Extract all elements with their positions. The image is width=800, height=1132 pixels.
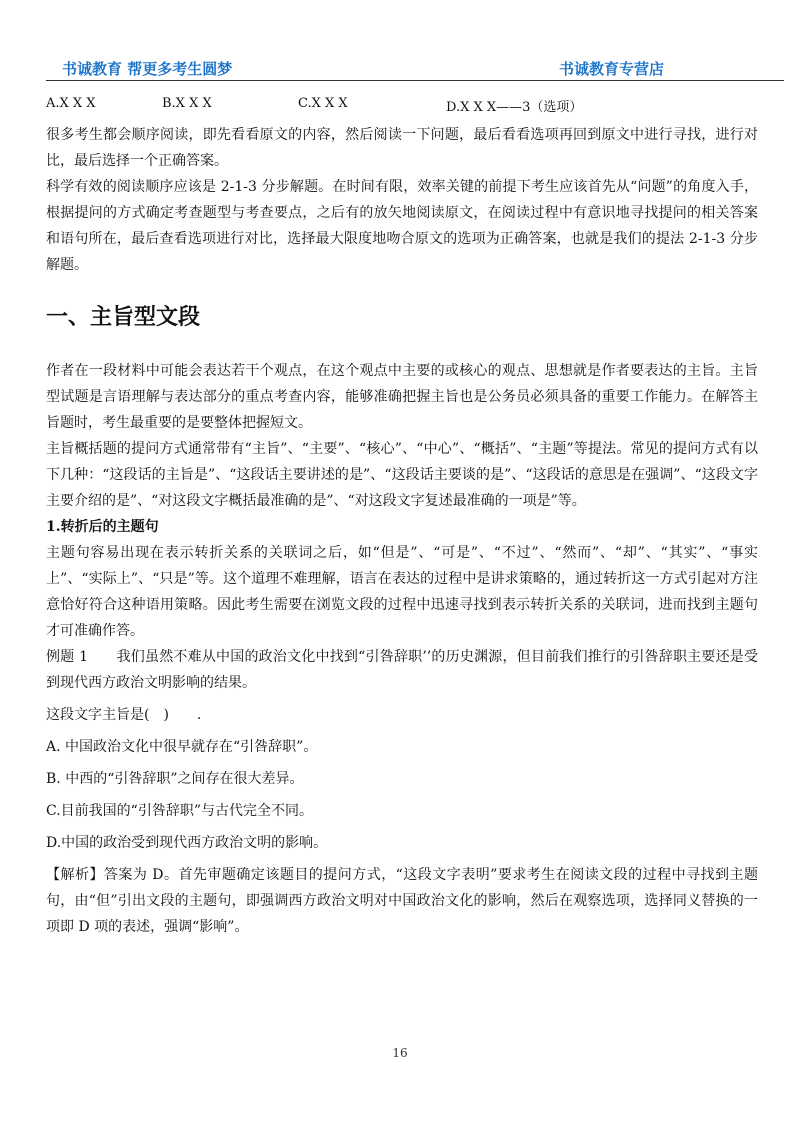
paragraph-theme-definition: 作者在一段材料中可能会表达若干个观点，在这个观点中主要的或核心的观点、思想就是作者要表达的主旨。主旨型试题是言语理解与表达部分的重点考查内容，能够准确把握主旨也是公务员必须具备的重要工作能力。在解答主旨题时，考生最重要的是要整体把握短文。 bbox=[46, 363, 758, 431]
example-question-stem: 例题 1 我们虽然不难从中国的政治文化中找到“引咎辞职’’的历史渊源，但目前我们推行的引咎辞职主要还是受到现代西方政治文明影响的结果。 bbox=[46, 649, 758, 691]
header-brand-slogan: 书诚教育 帮更多考生圆梦 bbox=[62, 60, 233, 78]
header-store-name: 书诚教育专营店 bbox=[558, 60, 664, 78]
option-a: A.X X X bbox=[46, 96, 96, 111]
page-header bbox=[46, 58, 784, 81]
page-content bbox=[46, 96, 758, 940]
answer-analysis: 【解析】答案为 D。首先审题确定该题目的提问方式，“这段文字表明”要求考生在阅读文段的过程中寻找到主题句，由“但”引出文段的主题句，即强调西方政治文明对中国政治文化的影响，然后在观察选项，选择同义替换的一项即 D 项的表述，强调“影响”。 bbox=[46, 867, 758, 935]
choice-b: B. 中西的“引咎辞职”之间存在很大差异。 bbox=[46, 771, 304, 787]
choice-c: C.目前我国的“引咎辞职”与古代完全不同。 bbox=[46, 803, 313, 819]
paragraph-reading-order: 很多考生都会顺序阅读，即先看看原文的内容，然后阅读一下问题，最后看看选项再回到原文中进行寻找，进行对比，最后选择一个正确答案。 bbox=[46, 127, 758, 169]
choice-a: A. 中国政治文化中很早就存在“引咎辞职”。 bbox=[46, 739, 318, 755]
question-prompt: 这段文字主旨是( ) . bbox=[46, 707, 202, 723]
option-b: B.X X X bbox=[162, 96, 212, 111]
paragraph-transition: 主题句容易出现在表示转折关系的关联词之后，如“但是”、“可是”、“不过”、“然而”、“却”、“其实”、“事实上”、“实际上”、“只是”等。这个道理不难理解，语言在表达的过程中是讲求策略的，通过转折这一方式引起对方注意恰好符合这种语用策略。因此考生需要在浏览文段的过程中迅速寻找到表示转折关系的关联词，进而找到主题句才可准确作答。 bbox=[46, 545, 758, 639]
paragraph-question-forms: 主旨概括题的提问方式通常带有“主旨”、“主要”、“核心”、“中心”、“概括”、“主题”等提法。常见的提问方式有以下几种：“这段话的主旨是”、“这段话主要讲述的是”、“这段话主要谈的是”、“这段话的意思是在强调”、“这段文字主要介绍的是”、“对这段文字概括最准确的是”、“对这段文字复述最准确的一项是”等。 bbox=[46, 441, 758, 509]
options-line bbox=[46, 96, 758, 122]
option-c: C.X X X bbox=[298, 96, 348, 111]
page-number: 16 bbox=[392, 1046, 408, 1060]
choice-d: D.中国的政治受到现代西方政治文明的影响。 bbox=[46, 835, 328, 851]
paragraph-method: 科学有效的阅读顺序应该是 2-1-3 分步解题。在时间有限，效率关键的前提下考生应该首先从“问题”的角度入手，根据提问的方式确定考查题型与考查要点，之后有的放矢地阅读原文，在阅读过程中有意识地寻找提问的相关答案和语句所在，最后查看选项进行对比，选择最大限度地吻合原文的选项为正确答案，也就是我们的提法 2-1-3 分步解题。 bbox=[46, 179, 758, 273]
option-d: D.X X X——3（选项） bbox=[446, 100, 583, 115]
section-title: 一、主旨型文段 bbox=[46, 305, 201, 330]
subsection-title: 1.转折后的主题句 bbox=[46, 519, 159, 535]
